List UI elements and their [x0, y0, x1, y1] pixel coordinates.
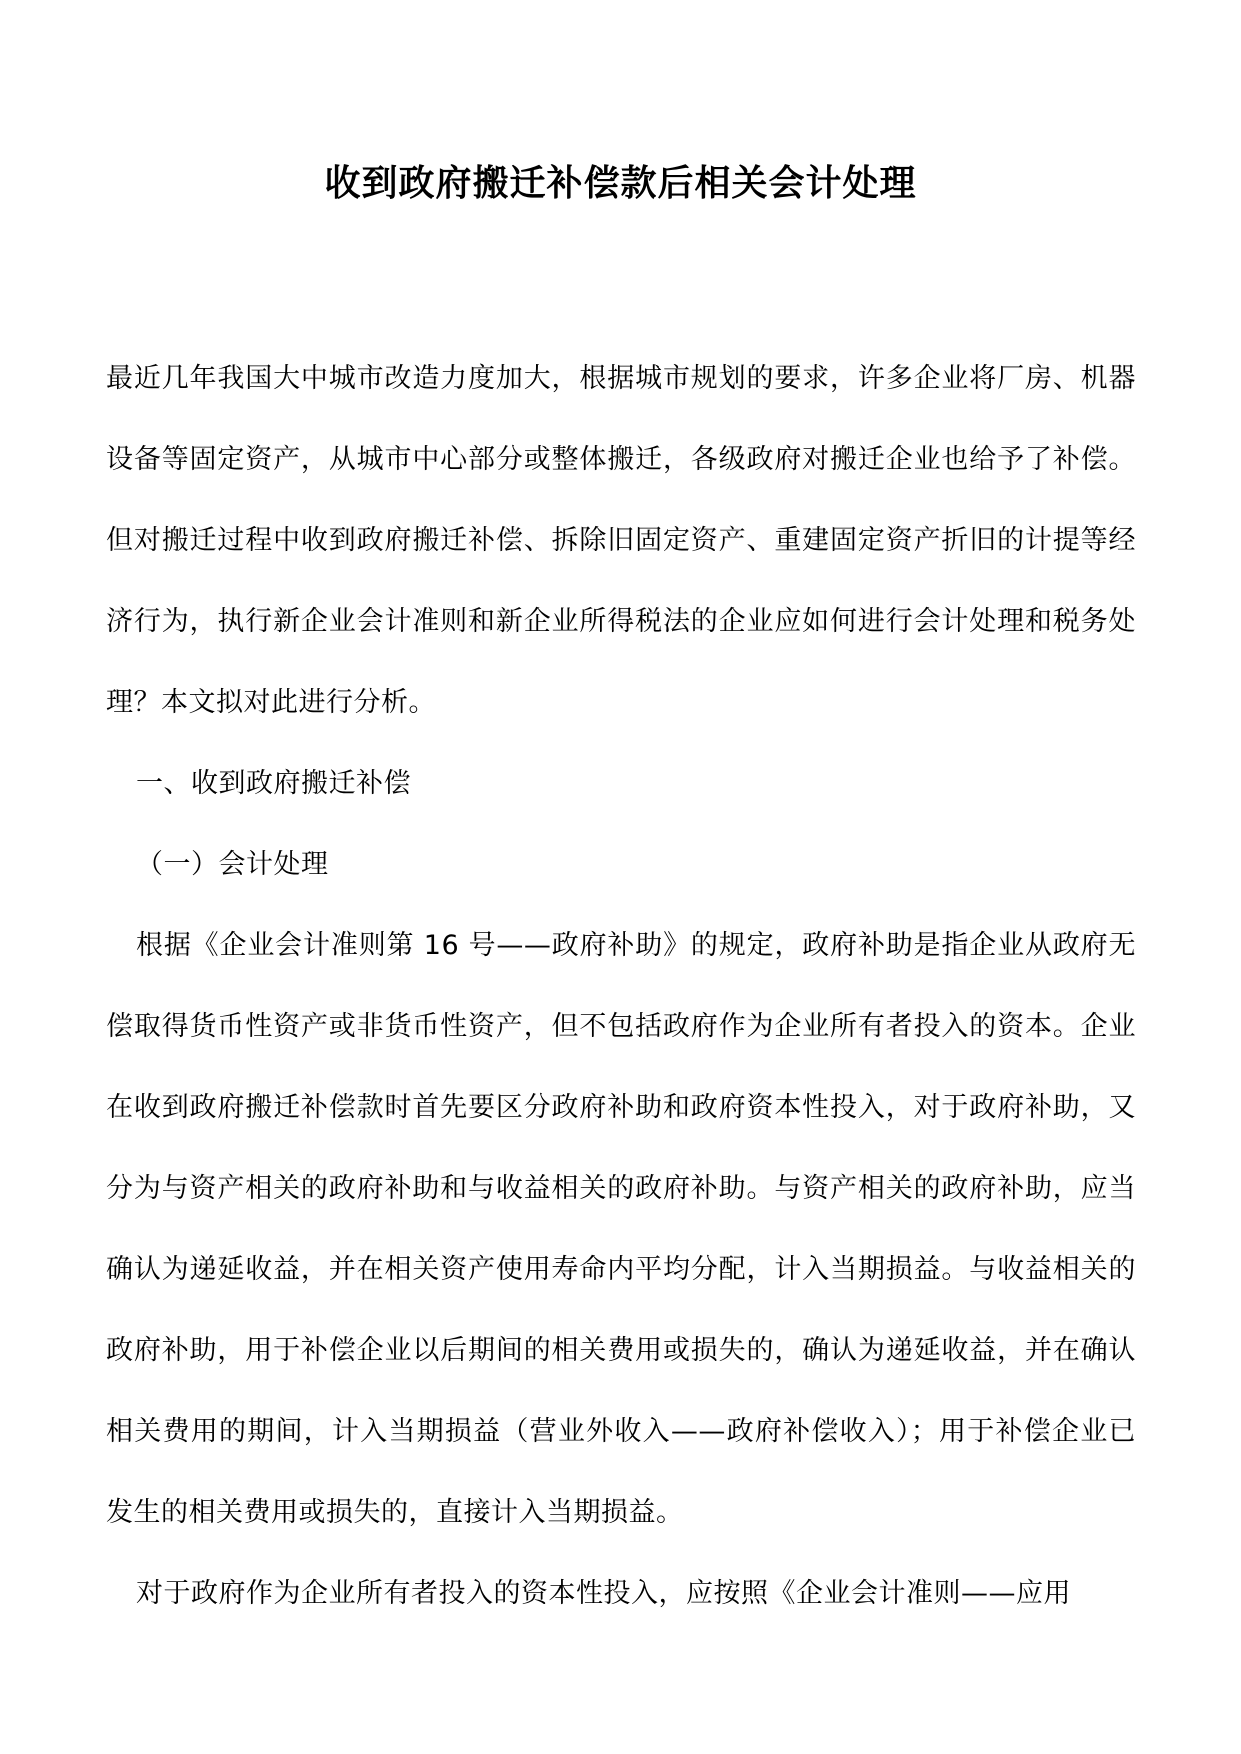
- paragraph-capital-investment: 对于政府作为企业所有者投入的资本性投入，应按照《企业会计准则——应用: [136, 1578, 1071, 1609]
- document-body: [106, 338, 1136, 1634]
- section-heading-1: 一、收到政府搬迁补偿: [136, 768, 411, 799]
- paragraph-intro: 最近几年我国大中城市改造力度加大，根据城市规划的要求，许多企业将厂房、机器设备等固定资产，从城市中心部分或整体搬迁，各级政府对搬迁企业也给予了补偿。但对搬迁过程中收到政府搬迁补偿、拆除旧固定资产、重建固定资产折旧的计提等经济行为，执行新企业会计准则和新企业所得税法的企业应如何进行会计处理和税务处理？本文拟对此进行分析。: [106, 363, 1136, 718]
- document-title: 收到政府搬迁补偿款后相关会计处理: [324, 163, 917, 204]
- subsection-heading-1: （一）会计处理: [136, 849, 329, 880]
- paragraph-accounting-rules: 根据《企业会计准则第 16 号——政府补助》的规定，政府补助是指企业从政府无偿取得货币性资产或非货币性资产，但不包括政府作为企业所有者投入的资本。企业在收到政府搬迁补偿款时首先要区分政府补助和政府资本性投入，对于政府补助，又分为与资产相关的政府补助和与收益相关的政府补助。与资产相关的政府补助，应当确认为递延收益，并在相关资产使用寿命内平均分配，计入当期损益。与收益相关的政府补助，用于补偿企业以后期间的相关费用或损失的，确认为递延收益，并在确认相关费用的期间，计入当期损益（营业外收入——政府补偿收入）；用于补偿企业已发生的相关费用或损失的，直接计入当期损益。: [106, 930, 1136, 1528]
